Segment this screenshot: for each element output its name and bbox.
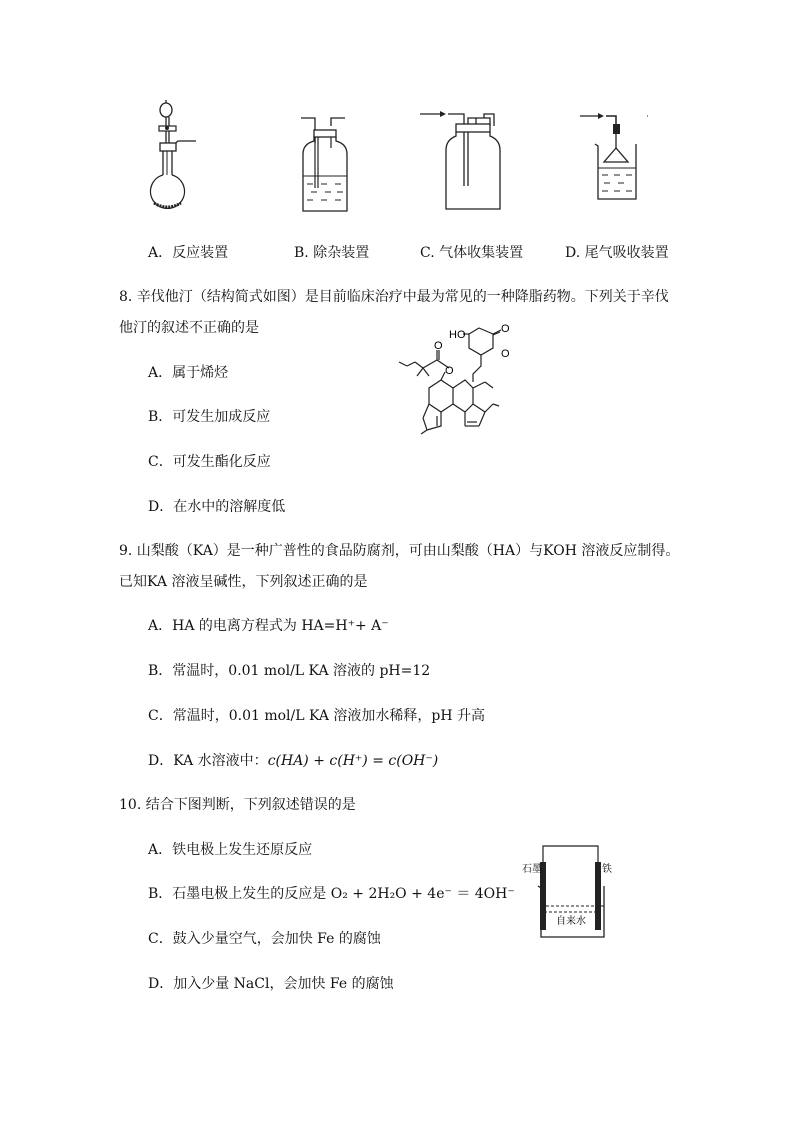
label-graphite: 石墨 [522,864,542,875]
q8-stem-line1: 8. 辛伐他汀（结构简式如图）是目前临床治疗中最为常见的一种降脂药物。下列关于辛伐 [119,289,669,305]
reaction-apparatus-figure [140,95,210,220]
tail-gas-absorption-figure [578,110,658,210]
q9-option-b: B．常温时，0.01 mol/L KA 溶液的 pH=12 [148,663,431,679]
q10-option-a: A．铁电极上发生还原反应 [148,842,313,858]
q9-option-c: C．常温时，0.01 mol/L KA 溶液加水稀释，pH 升高 [148,708,486,724]
q10-option-d: D．加入少量 NaCl，会加快 Fe 的腐蚀 [148,976,394,992]
q9-option-d-prefix: D．KA 水溶液中： [148,753,268,769]
q9-option-d [148,750,438,770]
gas-collection-apparatus-figure [418,106,503,216]
q10-stem: 10. 结合下图判断，下列叙述错误的是 [119,797,356,813]
q8-option-b: B．可发生加成反应 [148,409,271,425]
label-tap-water: 自来水 [556,916,586,927]
caption-gas-collection-apparatus: C. 气体收集装置 [420,245,524,261]
q9-stem-line2: 已知KA 溶液呈碱性，下列叙述正确的是 [119,574,368,590]
structure-label-ring-o: O [501,348,510,360]
structure-label-keto-o: O [501,323,510,335]
purification-apparatus-figure [295,108,355,218]
caption-tail-gas-absorption: D. 尾气吸收装置 [565,245,669,261]
corrosion-cell-figure [522,842,612,942]
q8-option-a: A．属于烯烃 [148,365,229,381]
structure-label-ho: HO [449,329,466,341]
caption-purification-apparatus: B. 除杂装置 [294,245,370,261]
q8-stem-line2: 他汀的叙述不正确的是 [119,320,259,336]
caption-reaction-apparatus: A．反应装置 [148,245,229,261]
q8-option-c: C．可发生酯化反应 [148,454,271,470]
q9-stem-line1: 9. 山梨酸（KA）是一种广普性的食品防腐剂，可由山梨酸（HA）与KOH 溶液反应制得。 [119,543,680,559]
label-iron: 铁 [602,864,612,875]
q10-option-b: B．石墨电极上发生的反应是 O₂ + 2H₂O + 4e⁻ ＝ 4OH⁻ [148,886,515,902]
simvastatin-structure-figure [393,322,528,442]
q10-option-c: C．鼓入少量空气，会加快 Fe 的腐蚀 [148,931,381,947]
q9-option-a: A．HA 的电离方程式为 HA=H⁺+ A⁻ [148,618,389,634]
structure-label-carbonyl-o: O [434,340,443,352]
q8-option-d: D．在水中的溶解度低 [148,499,286,515]
structure-label-ester-o: O [445,365,454,377]
q9-option-d-formula: c(HA) + c(H⁺) = c(OH⁻) [267,753,439,769]
